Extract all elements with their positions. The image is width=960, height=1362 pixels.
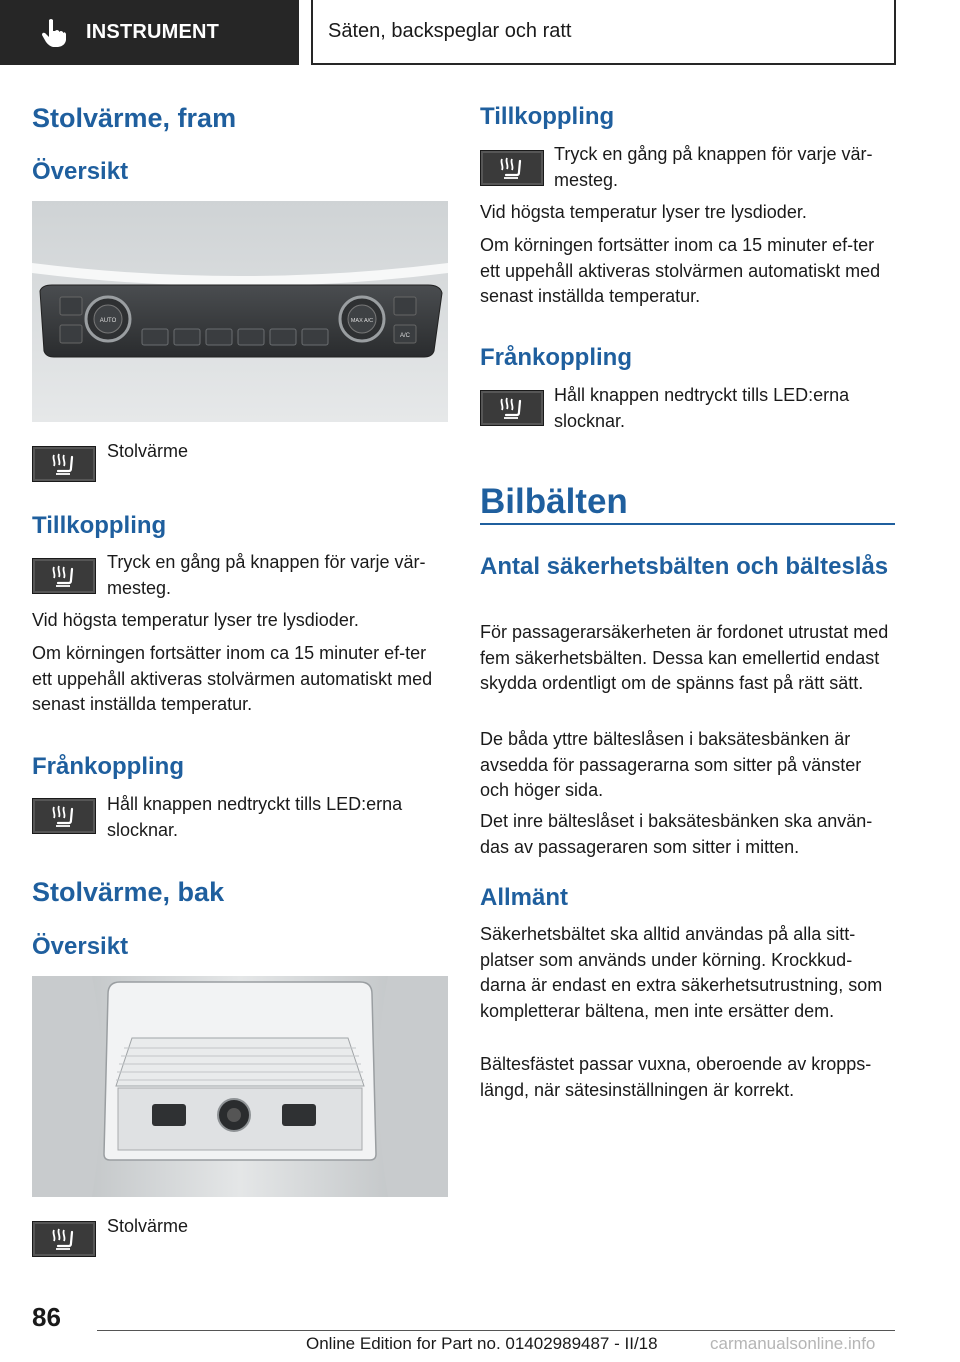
text-max-temp-right: Vid högsta temperatur lyser tre lysdioder. xyxy=(480,202,807,222)
section-title: Säten, backspeglar och ratt xyxy=(328,20,572,42)
chapter-tab[interactable] xyxy=(0,0,299,65)
text-switch-off-right: Håll knappen nedtryckt tills LED:erna slocknar. xyxy=(554,385,850,431)
chapter-tab-label: INSTRUMENT xyxy=(86,21,220,43)
seat-heating-icon xyxy=(480,150,544,186)
text-belts-p3: Det inre bälteslåset i baksätesbänken ska använ‐das av passageraren som sitter i mitten. xyxy=(480,811,873,857)
ac-button-label: A/C xyxy=(399,333,411,339)
chapter-divider xyxy=(480,523,895,525)
footer-edition: Online Edition for Part no. 01402989487 - II/18 xyxy=(306,1334,658,1353)
caption-seat-heating-rear: Stolvärme xyxy=(107,1216,189,1236)
page-number: 86 xyxy=(32,1302,61,1332)
text-switch-on-left: Tryck en gång på knappen för varje vär‐mesteg. xyxy=(107,552,426,598)
heading-general: Allmänt xyxy=(480,884,569,911)
caption-seat-heating-front: Stolvärme xyxy=(107,441,189,461)
hand-pointer-icon xyxy=(40,18,68,48)
photo-front-climate-panel xyxy=(32,201,448,422)
auto-button-label: AUTO xyxy=(99,318,117,324)
footer-watermark: carmanualsonline.info xyxy=(710,1334,876,1353)
text-switch-on-right: Tryck en gång på knappen för varje vär‐mesteg. xyxy=(554,144,873,190)
heading-switch-on-right: Tillkoppling xyxy=(480,103,615,130)
seat-heating-icon xyxy=(32,446,96,482)
heading-switch-off-right: Frånkoppling xyxy=(480,344,632,371)
heading-switch-off-left: Frånkoppling xyxy=(32,753,184,780)
seat-heating-icon xyxy=(480,390,544,426)
text-general-p1: Säkerhetsbältet ska alltid användas på alla sitt‐platser som används under körning. Krockkud‐darna är endast en extra säkerhetsutrustning, som kompletterar bältena, men inte ersätter dem. xyxy=(480,924,883,1021)
text-belts-p1: För passagerarsäkerheten är fordonet utrustat med fem säkerhetsbälten. Dessa kan emellertid endast skydda ordentligt om de spänns fast på rätt sätt. xyxy=(480,622,889,693)
footer-divider xyxy=(97,1330,895,1331)
text-max-temp-left: Vid högsta temperatur lyser tre lysdioder. xyxy=(32,610,359,630)
max-ac-button-label: MAX A/C xyxy=(350,318,374,324)
photo-rear-seat-heating-panel xyxy=(32,976,448,1197)
text-resume-right: Om körningen fortsätter inom ca 15 minuter ef‐ter ett uppehåll aktiveras stolvärmen automatiskt med senast inställda temperatur. xyxy=(480,235,881,306)
heading-overview-front: Översikt xyxy=(32,158,129,185)
chapter-title-seat-belts: Bilbälten xyxy=(480,482,628,521)
seat-heating-icon xyxy=(32,558,96,594)
text-general-p2: Bältesfästet passar vuxna, oberoende av kropps‐längd, när sätesinställningen är korrekt. xyxy=(480,1054,872,1100)
heading-seat-heating-front: Stolvärme, fram xyxy=(32,103,237,133)
text-switch-off-left: Håll knappen nedtryckt tills LED:erna slocknar. xyxy=(107,794,403,840)
heading-overview-rear: Översikt xyxy=(32,933,129,960)
seat-heating-icon xyxy=(32,798,96,834)
heading-seat-heating-rear: Stolvärme, bak xyxy=(32,877,225,907)
text-belts-p2: De båda yttre bälteslåsen i baksätesbänken är avsedda för passagerarna som sitter på vänster och höger sida. xyxy=(480,729,862,800)
text-resume-left: Om körningen fortsätter inom ca 15 minuter ef‐ter ett uppehåll aktiveras stolvärmen automatiskt med senast inställda temperatur. xyxy=(32,643,433,714)
heading-belts-count: Antal säkerhetsbälten och bälteslås xyxy=(480,553,889,580)
seat-heating-icon xyxy=(32,1221,96,1257)
heading-switch-on-left: Tillkoppling xyxy=(32,512,167,539)
section-header xyxy=(311,0,896,65)
